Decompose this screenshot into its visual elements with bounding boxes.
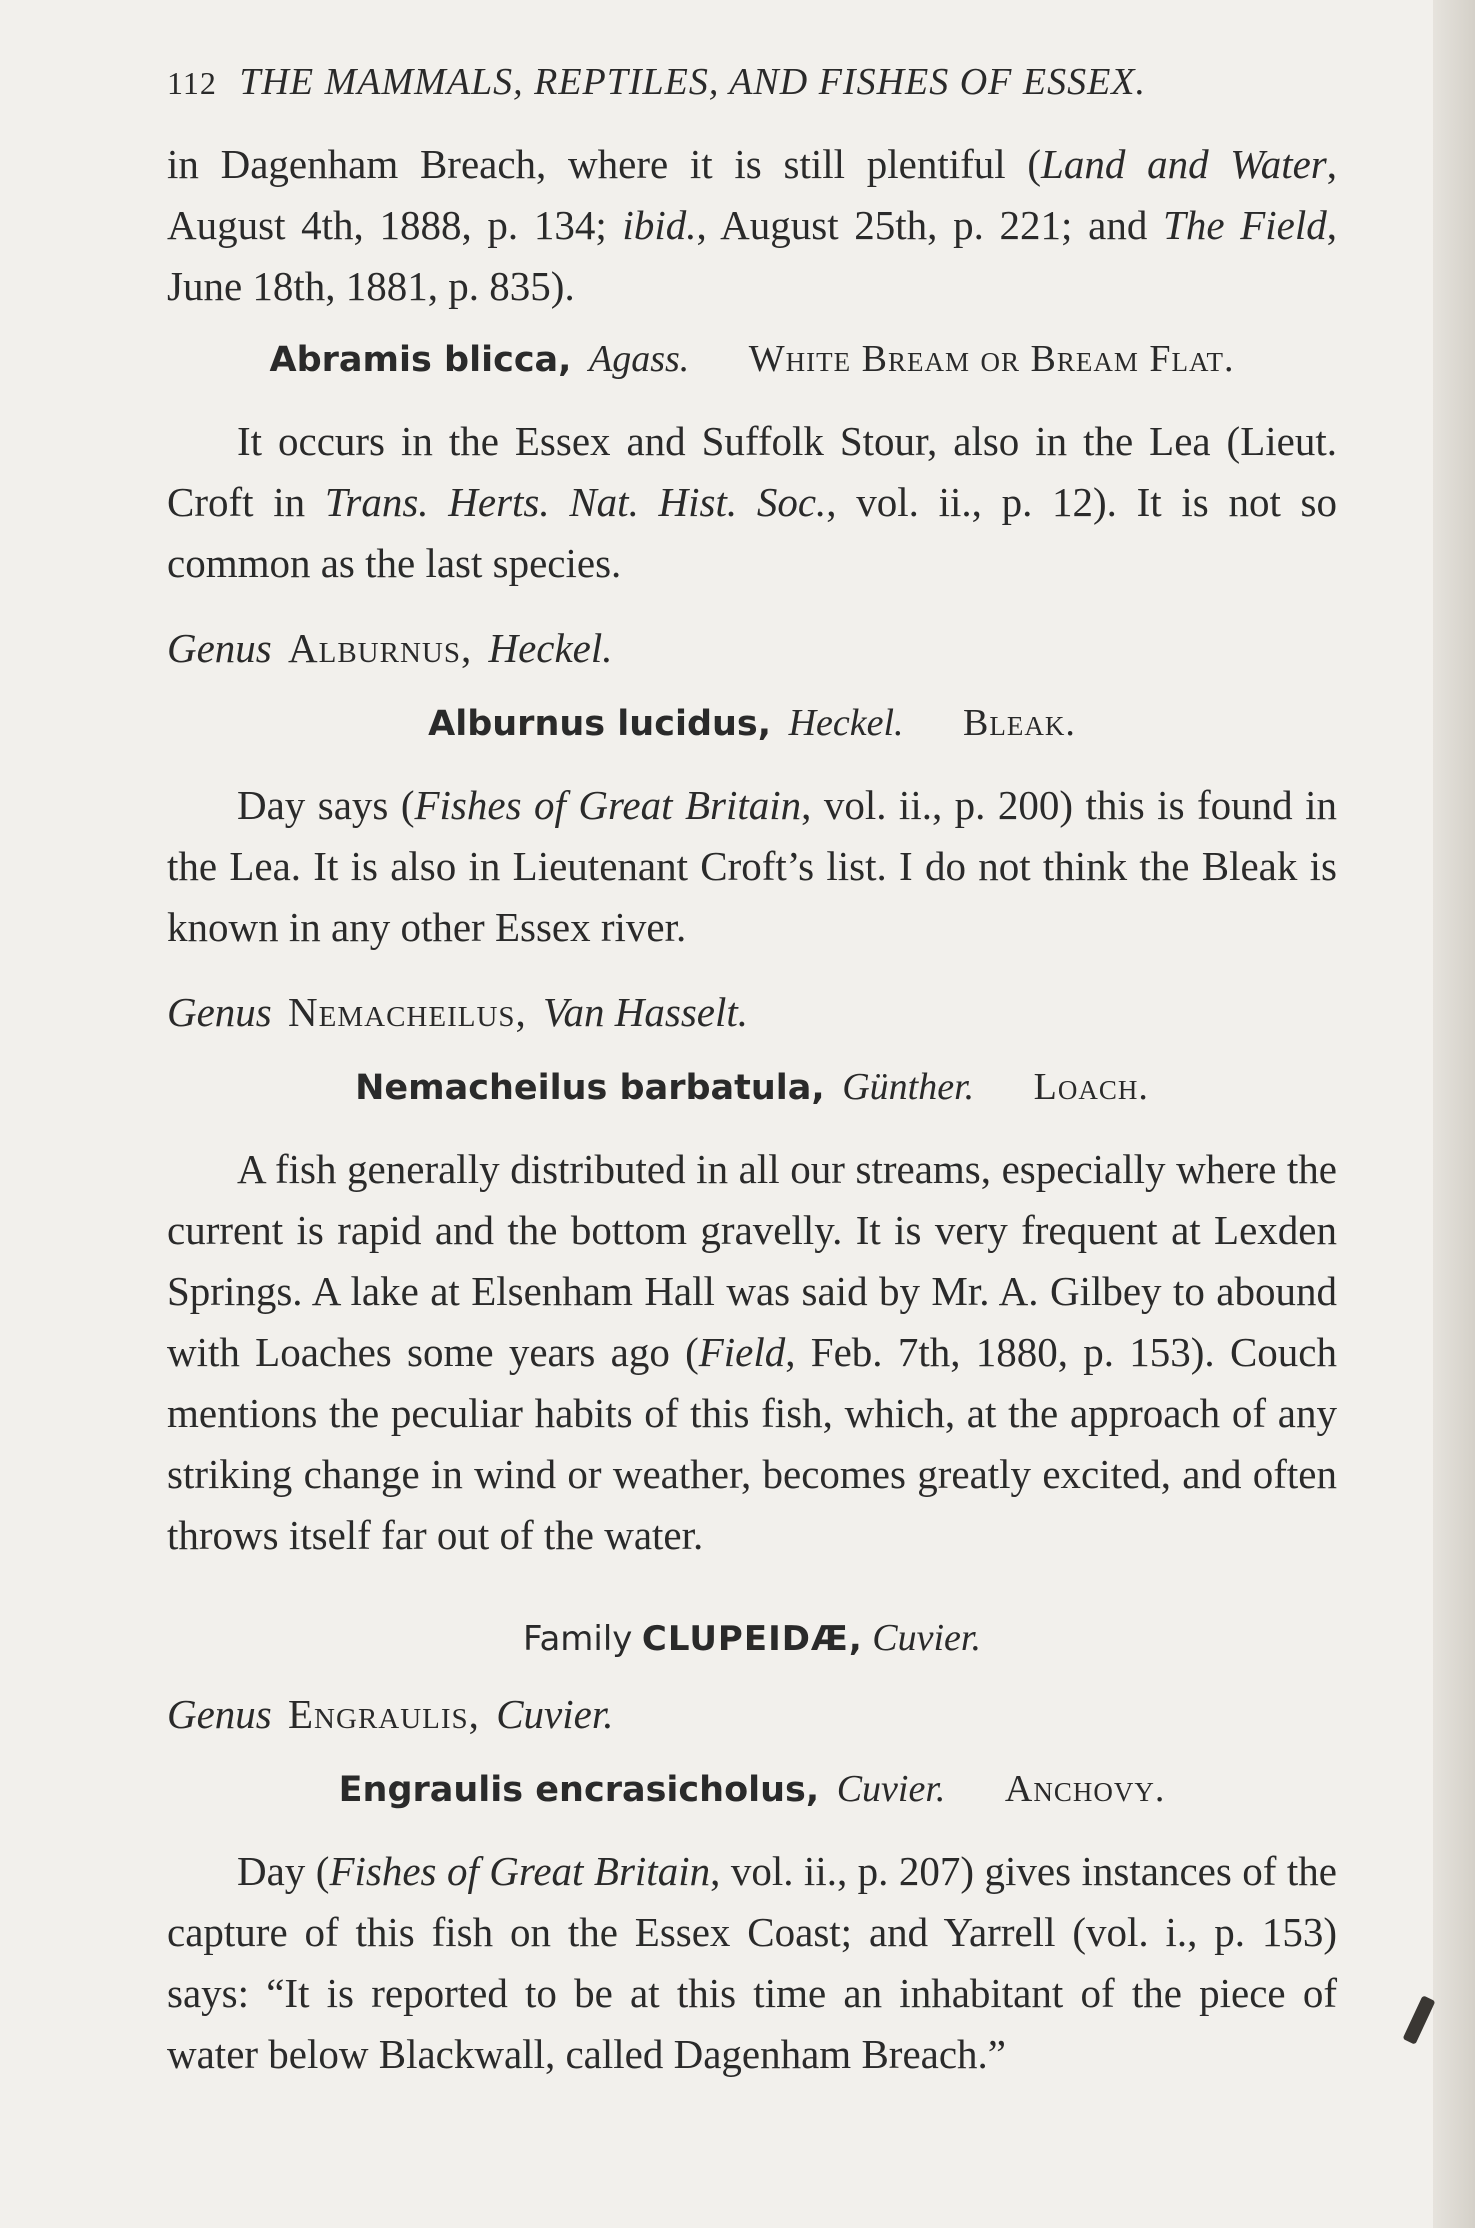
common-name: Anchovy.: [1004, 1768, 1166, 1810]
common-name: Loach.: [1033, 1066, 1149, 1108]
scientific-name: Abramis blicca,: [269, 340, 572, 380]
common-name: Bleak.: [963, 702, 1076, 744]
species-heading-abramis-blicca: [167, 329, 1337, 391]
paragraph-engraulis: Day (Fishes of Great Britain, vol. ii., p. 207) gives instances of the capture of this fish on the Essex Coast; and Yarrell (vol. i., p. 153) says: “It is reported to be at this time an inhabitant of the piece of water below Blackwall, called Dagenham Breach.”: [167, 1848, 1337, 2077]
page-edge-shadow: [1433, 0, 1475, 2228]
genus-heading-engraulis: Genus Engraulis, Cuvier.: [167, 1691, 614, 1737]
authority: Cuvier.: [836, 1768, 946, 1810]
paragraph-dagenham-breach: in Dagenham Breach, where it is still plentiful (Land and Water, August 4th, 1888, p. 134; ibid., August 25th, p. 221; and The Field, June 18th, 1881, p. 835).: [167, 141, 1337, 309]
species-heading-nemacheilus-barbatula: [167, 1057, 1337, 1119]
ink-mark: [1403, 1995, 1436, 2044]
book-page: [167, 60, 1337, 2085]
species-heading-alburnus-lucidus: [167, 693, 1337, 755]
running-head: [167, 60, 1337, 104]
family-heading-clupeidae: Family CLUPEIDÆ, Cuvier.: [523, 1617, 981, 1659]
scientific-name: Nemacheilus barbatula,: [355, 1068, 825, 1108]
authority: Heckel.: [788, 702, 904, 744]
common-name: White Bream or Bream Flat.: [748, 338, 1235, 380]
scientific-name: Alburnus lucidus,: [428, 704, 772, 744]
genus-heading-alburnus: Genus Alburnus, Heckel.: [167, 625, 613, 671]
running-title: THE MAMMALS, REPTILES, AND FISHES OF ESSEX.: [239, 61, 1147, 103]
species-heading-engraulis-encrasicholus: [167, 1759, 1337, 1821]
page-number: 112: [167, 65, 217, 101]
paragraph-alburnus: Day says (Fishes of Great Britain, vol. ii., p. 200) this is found in the Lea. It is also in Lieutenant Croft’s list. I do not think the Bleak is known in any other Essex river.: [167, 782, 1337, 950]
scientific-name: Engraulis encrasicholus,: [338, 1770, 820, 1810]
authority: Agass.: [588, 338, 690, 380]
genus-heading-nemacheilus: Genus Nemacheilus, Van Hasselt.: [167, 989, 749, 1035]
authority: Günther.: [842, 1066, 975, 1108]
paragraph-nemacheilus: A fish generally distributed in all our streams, especially where the current is rapid and the bottom gravelly. It is very frequent at Lexden Springs. A lake at Elsenham Hall was said by Mr. A. Gilbey to abound with Loaches some years ago (Field, Feb. 7th, 1880, p. 153). Couch mentions the peculiar habits of this fish, which, at the approach of any striking change in wind or weather, becomes greatly excited, and often throws itself far out of the water.: [167, 1146, 1337, 1558]
paragraph-abramis: It occurs in the Essex and Suffolk Stour, also in the Lea (Lieut. Croft in Trans. Herts. Nat. Hist. Soc., vol. ii., p. 12). It is not so common as the last species.: [167, 418, 1337, 586]
